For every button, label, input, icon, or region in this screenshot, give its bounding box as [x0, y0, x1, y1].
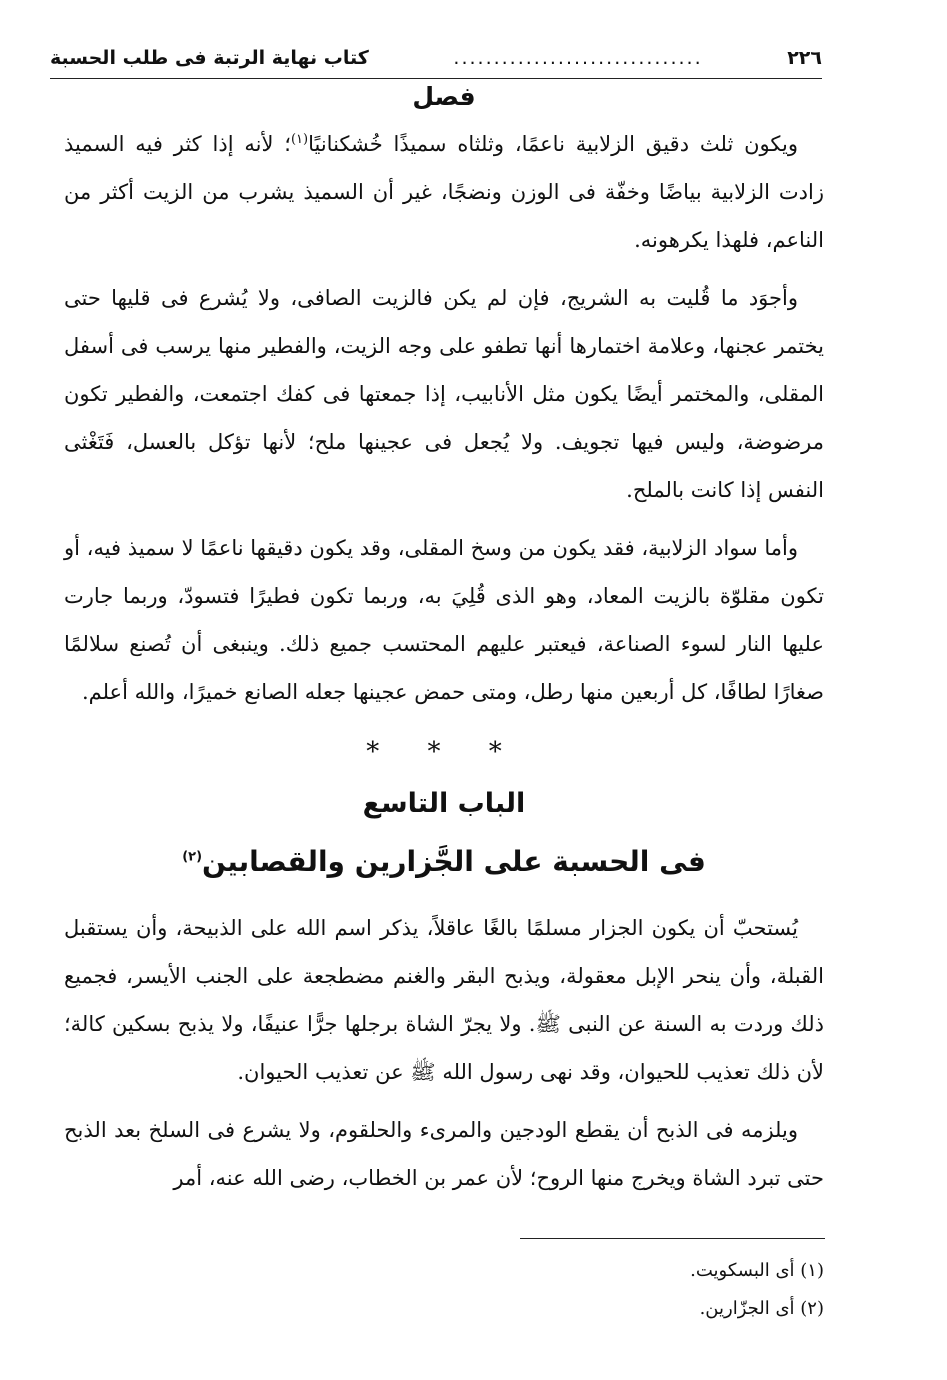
footnote-1: (١) أى البسكويت.: [690, 1260, 824, 1281]
section-separator: * * *: [366, 737, 522, 767]
chapter-subtitle: [64, 838, 824, 886]
footnote-divider: [520, 1238, 825, 1239]
chapter-title: الباب التاسع: [362, 788, 526, 819]
footnote-reference[interactable]: (٢): [182, 849, 203, 865]
page-number: ٢٢٦: [787, 47, 822, 69]
chapter-subtitle-text: فى الحسبة على الجَّزارين والقصابين: [202, 845, 706, 878]
footnote-2: (٢) أى الجزّارين.: [699, 1298, 824, 1319]
paragraph-text: ويكون ثلث دقيق الزلابية ناعمًا، وثلثاه سميذًا خُشكنانيًا: [308, 132, 798, 156]
footnotes: [64, 1252, 824, 1328]
paragraph: يُستحبّ أن يكون الجزار مسلمًا بالغًا عاقلاً، يذكر اسم الله على الذبيحة، وأن يستقبل القبلة، وأن ينحر الإبل معقولة، ويذبح البقر والغنم مضطجعة على الجنب الأيسر، فجميع ذلك وردت به السنة عن النبى ﷺ. ولا يجرّ الشاة برجلها جرًّا عنيفًا، ولا يذبح بسكين كالة؛ لأن ذلك تعذيب للحيوان، وقد نهى رسول الله ﷺ عن تعذيب الحيوان.: [64, 916, 824, 1084]
section-heading: فصل: [412, 82, 476, 111]
leader-dots: ...............................: [453, 47, 703, 69]
paragraph: وأما سواد الزلابية، فقد يكون من وسخ المقلى، وقد يكون دقيقها ناعمًا لا سميذ فيه، أو تكون مقلوّة بالزيت المعاد، وهو الذى قُلِيَ به، وربما تكون فطيرًا فتسودّ، وربما جارت عليها النار لسوء الصناعة، فيعتبر عليهم المحتسب جميع ذلك. وينبغى أن تُصنع سلالمًا صغارًا لطافًا، كل أربعين منها رطل، ومتى حمض عجينها جعله الصانع خميرًا، والله أعلم.: [64, 536, 824, 704]
book-title: كتاب نهاية الرتبة فى طلب الحسبة: [50, 47, 369, 69]
paragraph: وأجوَد ما قُليت به الشريج، فإن لم يكن فالزيت الصافى، ولا يُشرع فى قليها حتى يختمر عجنها، وعلامة اختمارها أنها تطفو على وجه الزيت، والفطير منها يرسب فى أسفل المقلى، والمختمر أيضًا يكون مثل الأنابيب، إذا جمعتها فى كفك اجتمعت، والفطير تكون مرضوضة، وليس فيها تجويف. ولا يُجعل فى عجينها ملح؛ لأنها تؤكل بالعسل، فَتَغْثى النفس إذا كانت بالملح.: [64, 286, 824, 502]
paragraph: [64, 120, 824, 264]
paragraph: ويلزمه فى الذبح أن يقطع الودجين والمرىء والحلقوم، ولا يشرع فى السلخ بعد الذبح حتى تبرد الشاة ويخرج منها الروح؛ لأن عمر بن الخطاب، رضى الله عنه، أمر: [64, 1118, 824, 1190]
page-body: [64, 80, 824, 1202]
footnote-reference[interactable]: (١): [290, 132, 309, 147]
paragraph-text: ؛ لأنه إذا كثر فيه السميذ زادت الزلابية بياضًا وخفّة فى الوزن ونضجًا، غير أن السميذ يشرب من الزيت أكثر من الناعم، فلهذا يكرهونه.: [64, 132, 824, 252]
running-head: [50, 38, 822, 79]
